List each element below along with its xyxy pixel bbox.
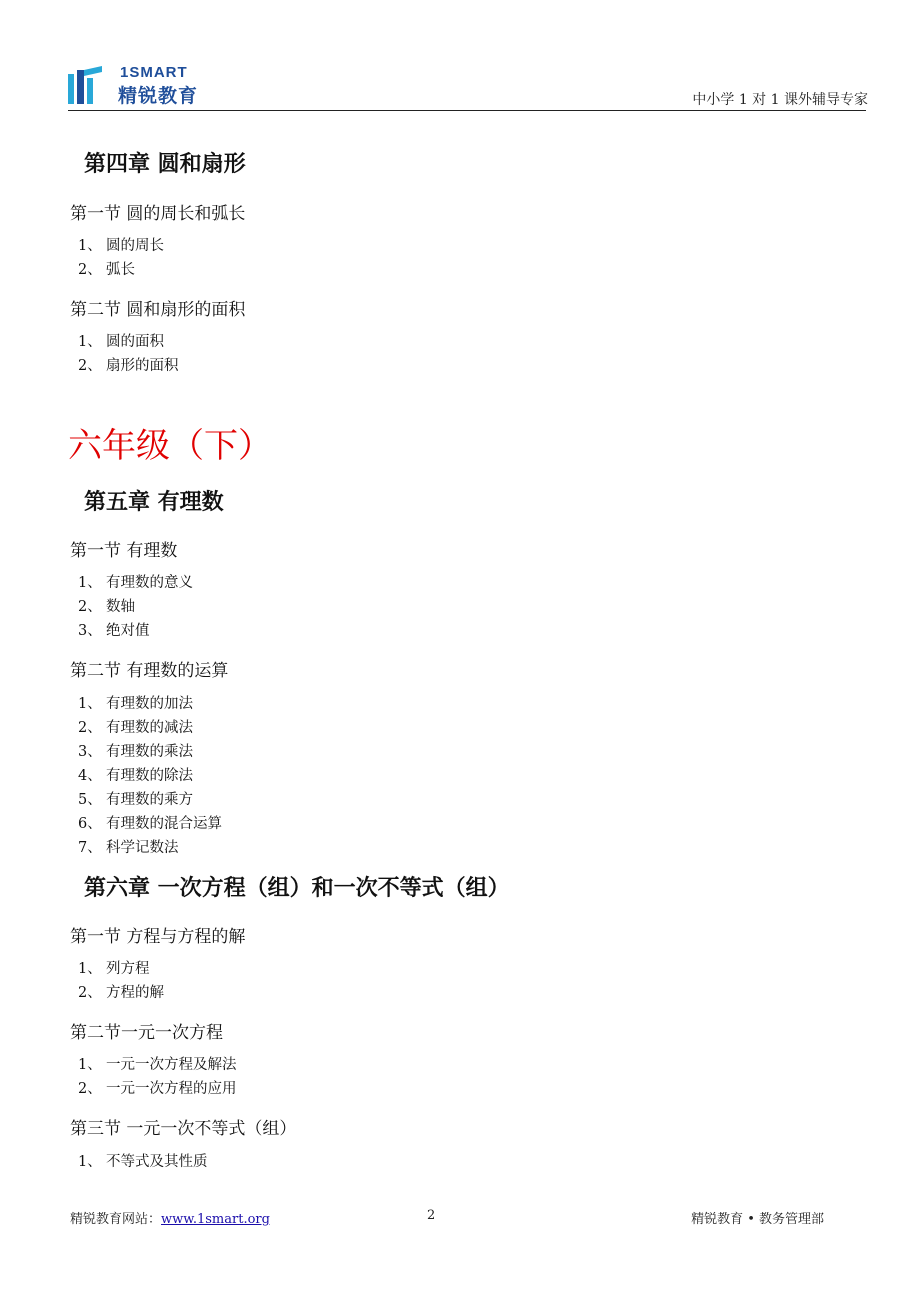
item-text: 数轴 [106,599,135,615]
section-heading: 第三节 一元一次不等式（组） [70,1119,297,1139]
company-logo [68,64,218,106]
list-item [78,1150,208,1171]
item-number: 2、 [78,262,102,278]
chapter-heading: 第四章 圆和扇形 [84,152,246,177]
list-item [78,981,164,1002]
item-text: 圆的面积 [106,334,164,350]
list-item [78,957,150,978]
list-item [78,740,193,761]
list-item [78,1077,237,1098]
item-text: 有理数的混合运算 [106,816,222,832]
item-number: 3、 [78,744,102,760]
header-divider [68,110,866,111]
item-text: 一元一次方程及解法 [106,1057,237,1073]
page-header [0,0,920,115]
list-item [78,836,179,857]
logo-chinese-text: 精锐教育 [118,85,199,107]
item-number: 1、 [78,961,102,977]
page-footer [0,1200,920,1240]
item-text: 一元一次方程的应用 [106,1081,237,1097]
item-text: 弧长 [106,262,135,278]
item-number: 4、 [78,768,102,784]
item-number: 2、 [78,599,102,615]
item-text: 有理数的除法 [106,768,193,784]
item-number: 1、 [78,334,102,350]
list-item [78,595,135,616]
item-number: 2、 [78,1081,102,1097]
item-text: 列方程 [106,961,150,977]
logo-mark-icon [68,66,102,104]
list-item [78,619,150,640]
website-link[interactable]: www.1smart.org [161,1212,270,1227]
item-number: 6、 [78,816,102,832]
list-item [78,692,193,713]
item-text: 有理数的乘方 [106,792,193,808]
item-text: 有理数的减法 [106,720,193,736]
section-heading: 第二节 圆和扇形的面积 [70,300,246,320]
header-tagline: 中小学 1 对 1 课外辅导专家 [692,92,868,108]
item-number: 2、 [78,720,102,736]
item-text: 扇形的面积 [106,358,179,374]
item-number: 5、 [78,792,102,808]
section-heading: 第二节 有理数的运算 [70,661,229,681]
section-heading: 第一节 圆的周长和弧长 [70,204,246,224]
item-number: 1、 [78,575,102,591]
item-text: 方程的解 [106,985,164,1001]
item-text: 圆的周长 [106,238,164,254]
list-item [78,1053,237,1074]
footer-site-label: 精锐教育网站： [70,1212,162,1227]
list-item [78,354,179,375]
item-text: 有理数的乘法 [106,744,193,760]
item-number: 3、 [78,623,102,639]
item-number: 2、 [78,985,102,1001]
list-item [78,764,193,785]
list-item [78,812,222,833]
item-text: 绝对值 [106,623,150,639]
item-text: 有理数的加法 [106,696,193,712]
list-item [78,234,164,255]
section-heading: 第一节 方程与方程的解 [70,927,246,947]
section-heading: 第二节一元一次方程 [70,1023,223,1043]
chapter-heading: 第六章 一次方程（组）和一次不等式（组） [84,876,510,901]
item-text: 科学记数法 [106,840,179,856]
footer-department: 精锐教育 • 教务管理部 [691,1212,824,1227]
list-item [78,330,164,351]
list-item [78,571,193,592]
item-text: 有理数的意义 [106,575,193,591]
item-number: 1、 [78,1057,102,1073]
logo-english-text: 1SMART [120,64,188,81]
list-item [78,716,193,737]
item-text: 不等式及其性质 [106,1154,208,1170]
item-number: 2、 [78,358,102,374]
list-item [78,788,193,809]
footer-website [70,1208,270,1227]
item-number: 1、 [78,696,102,712]
section-heading: 第一节 有理数 [70,541,178,561]
item-number: 7、 [78,840,102,856]
item-number: 1、 [78,1154,102,1170]
grade-heading: 六年级（下） [68,426,272,466]
page-number: 2 [427,1208,436,1223]
chapter-heading: 第五章 有理数 [84,490,224,515]
item-number: 1、 [78,238,102,254]
list-item [78,258,135,279]
